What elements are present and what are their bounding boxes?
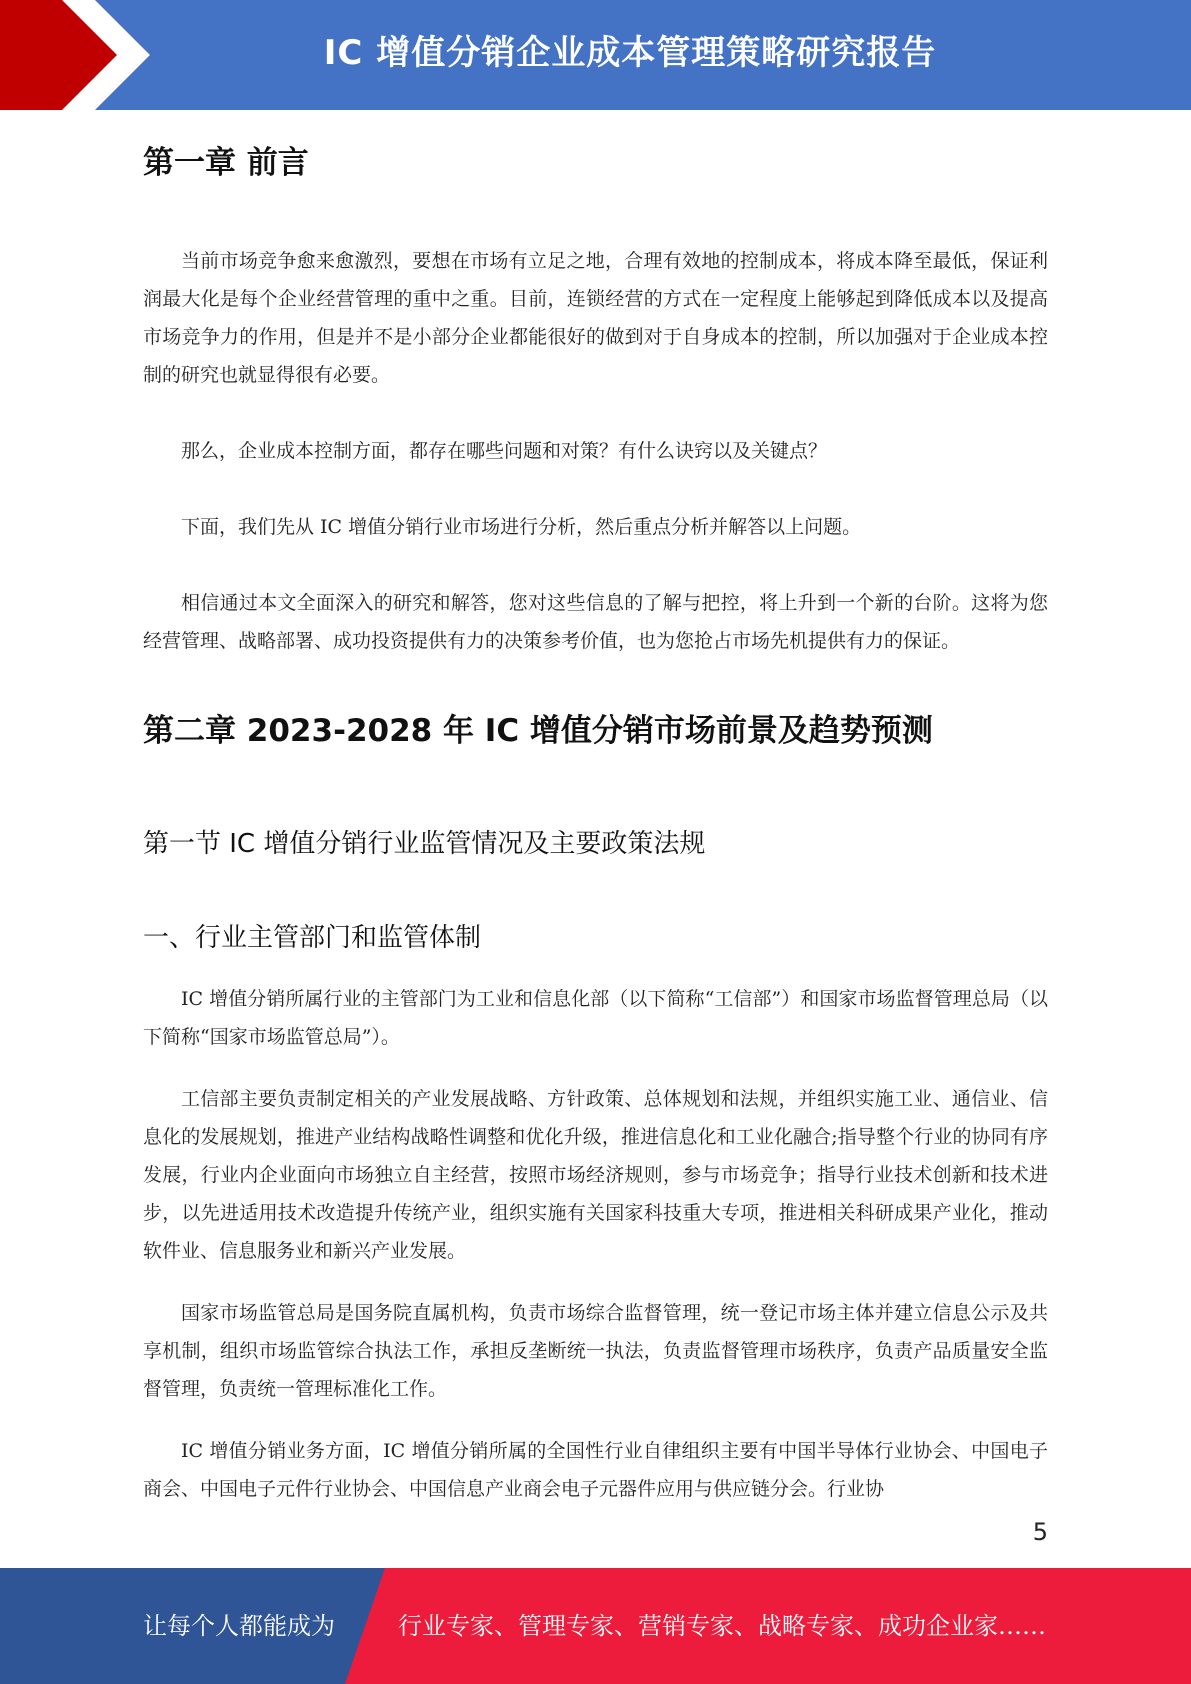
- chapter1-paragraph: 那么，企业成本控制方面，都存在哪些问题和对策？有什么诀窍以及关键点？: [181, 440, 828, 462]
- subsection1-paragraph: IC 增值分销业务方面，IC 增值分销所属的全国性行业自律组织主要有中国半导体行业协会、中国电子商会、中国电子元件行业协会、中国信息产业商会电子元器件应用与供应链分会。行业协: [143, 1440, 1048, 1500]
- footer-bar: [0, 1568, 1191, 1684]
- subsection1-title: 一、行业主管部门和监管体制: [143, 923, 482, 953]
- chapter1-title: 第一章 前言: [143, 145, 309, 181]
- subsection1-paragraph: IC 增值分销所属行业的主管部门为工业和信息化部（以下简称“工信部”）和国家市场监督管理总局（以下简称“国家市场监管总局”）。: [143, 988, 1048, 1048]
- page-number: 5: [1032, 1518, 1048, 1546]
- footer-slogan-left: 让每个人都能成为: [143, 1612, 335, 1640]
- report-title: IC 增值分销企业成本管理策略研究报告: [323, 33, 937, 73]
- chapter1-paragraph: 相信通过本文全面深入的研究和解答，您对这些信息的了解与把控，将上升到一个新的台阶。这将为您经营管理、战略部署、成功投资提供有力的决策参考价值，也为您抢占市场先机提供有力的保证。: [143, 592, 1048, 652]
- footer-slogan-right: 行业专家、管理专家、营销专家、战略专家、成功企业家……: [398, 1612, 1046, 1640]
- subsection1-paragraph: 国家市场监管总局是国务院直属机构，负责市场综合监督管理，统一登记市场主体并建立信息公示及共享机制，组织市场监管综合执法工作，承担反垄断统一执法，负责监督管理市场秩序，负责产品质量安全监督管理，负责统一管理标准化工作。: [143, 1302, 1048, 1400]
- section1-title: 第一节 IC 增值分销行业监管情况及主要政策法规: [143, 829, 706, 859]
- chapter1-paragraph: 当前市场竞争愈来愈激烈，要想在市场有立足之地，合理有效地的控制成本，将成本降至最低，保证利润最大化是每个企业经营管理的重中之重。目前，连锁经营的方式在一定程度上能够起到降低成本以及提高市场竞争力的作用，但是并不是小部分企业都能很好的做到对于自身成本的控制，所以加强对于企业成本控制的研究也就显得很有必要。: [143, 250, 1048, 386]
- chapter1-paragraph: 下面，我们先从 IC 增值分销行业市场进行分析，然后重点分析并解答以上问题。: [181, 516, 862, 538]
- chapter2-title: 第二章 2023-2028 年 IC 增值分销市场前景及趋势预测: [143, 713, 933, 749]
- subsection1-paragraph: 工信部主要负责制定相关的产业发展战略、方针政策、总体规划和法规，并组织实施工业、通信业、信息化的发展规划，推进产业结构战略性调整和优化升级，推进信息化和工业化融合;指导整个行业的协同有序发展，行业内企业面向市场独立自主经营，按照市场经济规则，参与市场竞争；指导行业技术创新和技术进步，以先进适用技术改造提升传统产业，组织实施有关国家科技重大专项，推进相关科研成果产业化，推动软件业、信息服务业和新兴产业发展。: [143, 1088, 1048, 1262]
- header-bar: [0, 0, 1191, 110]
- page-content: [143, 128, 1048, 1508]
